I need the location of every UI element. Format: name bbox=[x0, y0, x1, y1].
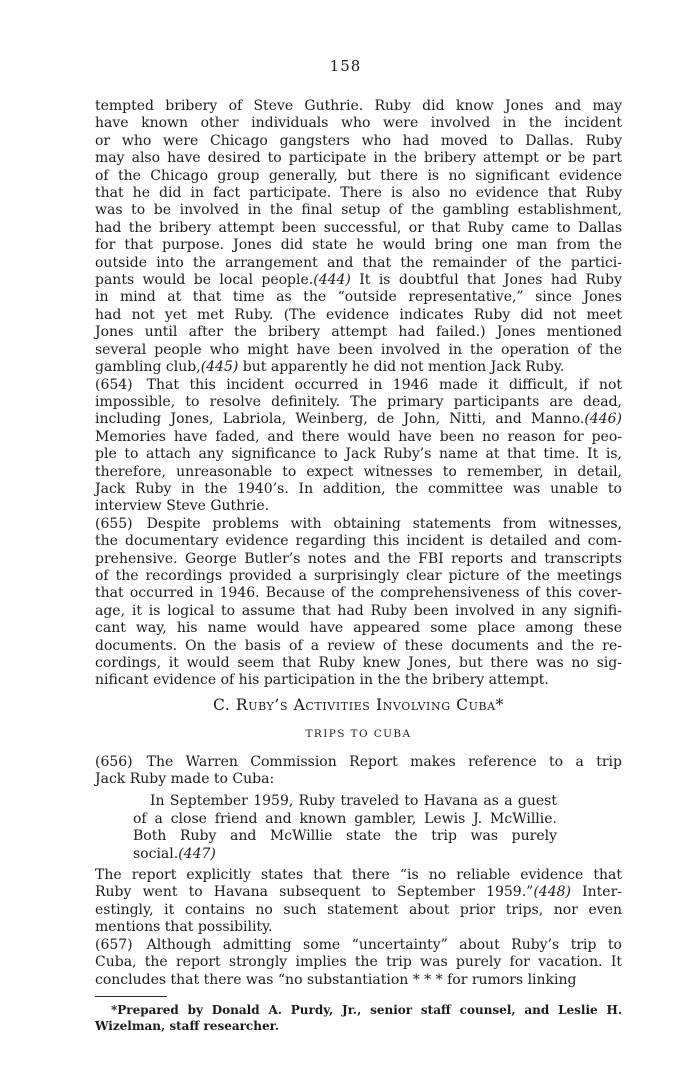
paragraph bbox=[95, 754, 622, 789]
text-line: (654) That this incident occurred in 1946 made it difficult, if not bbox=[95, 376, 622, 393]
text-line: cordings, it would seem that Ruby knew Jones, but there was no sig- bbox=[95, 655, 622, 671]
text-line: Jones until after the bribery attempt had failed.) Jones mentioned bbox=[95, 324, 622, 341]
text-line: of the recordings provided a surprisingly clear picture of the meetings bbox=[95, 567, 622, 584]
document-body bbox=[95, 98, 622, 989]
text-line: had not yet met Ruby. (The evidence indicates Ruby did not meet bbox=[95, 306, 622, 323]
text-line: documents. On the basis of a review of these documents and the re- bbox=[95, 637, 622, 654]
text-line: or who were Chicago gangsters who had moved to Dallas. Ruby bbox=[95, 132, 622, 149]
text-line: Wizelman, staff researcher. bbox=[95, 1019, 279, 1034]
page-number: 158 bbox=[329, 57, 362, 75]
text-line: The report explicitly states that there “is no reliable evidence that bbox=[95, 867, 622, 884]
text-line: *Prepared by Donald A. Purdy, Jr., senior staff counsel, and Leslie H. bbox=[111, 1002, 622, 1017]
text-line: Jack Ruby made to Cuba: bbox=[95, 771, 275, 788]
text-line: Both Ruby and McWillie state the trip was purely bbox=[133, 828, 557, 845]
text-line: gambling club,(445) but apparently he did not mention Jack Ruby. bbox=[95, 359, 565, 376]
text-line: outside into the arrangement and that the remainder of the partici- bbox=[95, 254, 622, 271]
text-line: Cuba, the report strongly implies the trip was purely for vacation. It bbox=[95, 954, 622, 971]
text-line: may also have desired to participate in the bribery attempt or be part bbox=[95, 150, 622, 167]
paragraph bbox=[95, 98, 622, 377]
footnote-rule bbox=[95, 996, 167, 997]
text-line: had the bribery attempt been successful, or that Ruby came to Dallas bbox=[95, 219, 622, 236]
text-line: cant way, his name would have appeared some place among these bbox=[95, 620, 622, 637]
text-line: estingly, it contains no such statement about prior trips, nor even bbox=[95, 901, 622, 918]
text-line: ple to attach any significance to Jack Ruby’s name at that time. It is, bbox=[95, 446, 622, 463]
text-line: (657) Although admitting some “uncertainty” about Ruby’s trip to bbox=[95, 936, 622, 953]
text-line: prehensive. George Butler’s notes and the FBI reports and transcripts bbox=[95, 550, 622, 567]
text-line: that occurred in 1946. Because of the comprehensiveness of this cover- bbox=[95, 585, 622, 602]
text-line: age, it is logical to assume that had Ruby been involved in any signifi- bbox=[95, 602, 622, 619]
text-line: social.(447) bbox=[133, 845, 216, 862]
text-line: Jack Ruby in the 1940’s. In addition, the committee was unable to bbox=[95, 480, 622, 497]
paragraph bbox=[95, 937, 622, 989]
text-line: In September 1959, Ruby traveled to Havana as a guest bbox=[150, 793, 557, 810]
text-line: for that purpose. Jones did state he would bring one man from the bbox=[95, 237, 622, 254]
section-subheading: TRIPS TO CUBA bbox=[305, 728, 412, 741]
text-line: Ruby went to Havana subsequent to September 1959.”(448) Inter- bbox=[95, 884, 623, 901]
text-line: nificant evidence of his participation in the the bribery attempt. bbox=[95, 672, 549, 689]
text-line: (655) Despite problems with obtaining statements from witnesses, bbox=[95, 515, 622, 532]
paragraph bbox=[95, 377, 622, 516]
section-heading: C. Ruby’s Activities Involving Cuba* bbox=[212, 695, 505, 714]
text-line: interview Steve Guthrie. bbox=[95, 498, 270, 515]
paragraph bbox=[95, 867, 622, 937]
text-line: therefore, unreasonable to expect witnesses to remember, in detail, bbox=[95, 463, 622, 480]
text-line: Memories have faded, and there would have been no reason for peo- bbox=[95, 428, 622, 445]
paragraph bbox=[95, 516, 622, 690]
text-line: several people who might have been involved in the operation of the bbox=[95, 341, 622, 358]
text-line: of the Chicago group generally, but there is no significant evidence bbox=[95, 167, 622, 184]
text-line: (656) The Warren Commission Report makes reference to a trip bbox=[95, 753, 622, 770]
footnote bbox=[95, 1002, 622, 1035]
text-line: impossible, to resolve definitely. The primary participants are dead, bbox=[95, 393, 622, 410]
text-line: pants would be local people.(444) It is doubtful that Jones had Ruby bbox=[95, 272, 622, 289]
text-line: in mind at that time as the “outside representative,” since Jones bbox=[95, 289, 622, 306]
text-line: have known other individuals who were involved in the incident bbox=[95, 115, 622, 132]
block-quote bbox=[133, 793, 557, 863]
text-line: mentions that possibility. bbox=[95, 919, 273, 936]
text-line: concludes that there was “no substantiation * * * for rumors linking bbox=[95, 971, 577, 988]
text-line: the documentary evidence regarding this incident is detailed and com- bbox=[95, 533, 622, 550]
text-line: was to be involved in the final setup of the gambling establishment, bbox=[95, 202, 622, 219]
text-line: of a close friend and known gambler, Lewis J. McWillie. bbox=[133, 810, 557, 827]
text-line: that he did in fact participate. There is also no evidence that Ruby bbox=[95, 185, 622, 202]
text-line: including Jones, Labriola, Weinberg, de John, Nitti, and Manno.(446) bbox=[95, 411, 622, 428]
text-line: tempted bribery of Steve Guthrie. Ruby did know Jones and may bbox=[95, 98, 622, 114]
